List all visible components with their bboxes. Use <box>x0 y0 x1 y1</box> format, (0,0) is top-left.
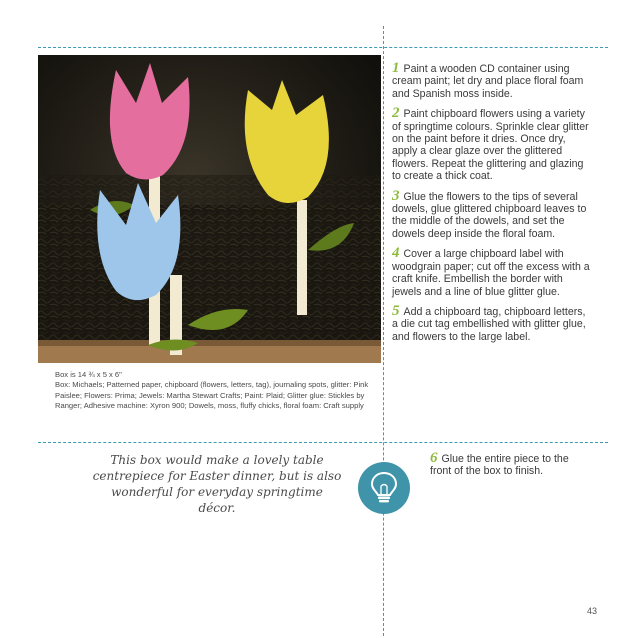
step-text: Glue the entire piece to the front of the box to finish. <box>430 453 569 478</box>
step-number: 2 <box>392 105 400 122</box>
instruction-steps <box>392 62 592 350</box>
step-1 <box>392 62 592 100</box>
step-number: 1 <box>392 60 400 76</box>
page-number: 43 <box>587 606 598 616</box>
step-4 <box>392 247 592 298</box>
center-divider <box>383 26 384 636</box>
middle-divider <box>38 442 608 443</box>
dowel-yellow <box>297 200 307 315</box>
step-text: Paint chipboard flowers using a variety of springtime colours. Sprinkle clear glitter on the paint before it dries. Once dry, apply a clear glaze over the glittered flowers. Repeat the glittering and glazing to create a thick coat. <box>392 108 589 183</box>
box-size: Box is 14 ¾ x 5 x 6" <box>55 370 122 379</box>
step-3 <box>392 187 592 241</box>
step-text: Glue the flowers to the tips of several dowels, glue glittered chipboard leaves to the middle of the dowels, and set the dowels deep inside the floral foam. <box>392 190 587 240</box>
supplies-text: Box: Michaels; Patterned paper, chipboard (flowers, letters, tag), journaling spots, glitter: Pink Paislee; Flowers: Prima; Jewels: Martha Stewart Crafts; Paint: Plaid; Glitter glue: Stickles by Ranger; Adhesive machine: Xyron 900; Dowels, moss, fluffy chicks, floral foam: Craft supply <box>55 380 369 411</box>
step-text: Add a chipboard tag, chipboard letters, a die cut tag embellished with glitter glue, and flowers to the large label. <box>392 305 586 343</box>
step-number: 4 <box>392 245 400 262</box>
step-number: 5 <box>392 302 400 319</box>
tip-quote: This box would make a lovely table centrepiece for Easter dinner, but is also wonderful for everyday springtime décor. <box>92 453 342 515</box>
lightbulb-icon <box>370 471 398 505</box>
step-number: 6 <box>430 450 438 466</box>
supply-list <box>55 370 375 412</box>
step-text: Paint a wooden CD container using cream paint; let dry and place floral foam and Spanish moss inside. <box>392 63 584 100</box>
step-number: 3 <box>392 187 400 204</box>
tip-badge <box>358 462 410 514</box>
tulip-photo <box>38 55 381 363</box>
step-5 <box>392 302 592 343</box>
step-text: Cover a large chipboard label with woodgrain paper; cut off the excess with a craft knife. Embellish the border with jewels and a line of blue glitter glue. <box>392 248 590 298</box>
step-6 <box>430 452 590 478</box>
step-2 <box>392 107 592 182</box>
top-divider <box>38 47 608 48</box>
